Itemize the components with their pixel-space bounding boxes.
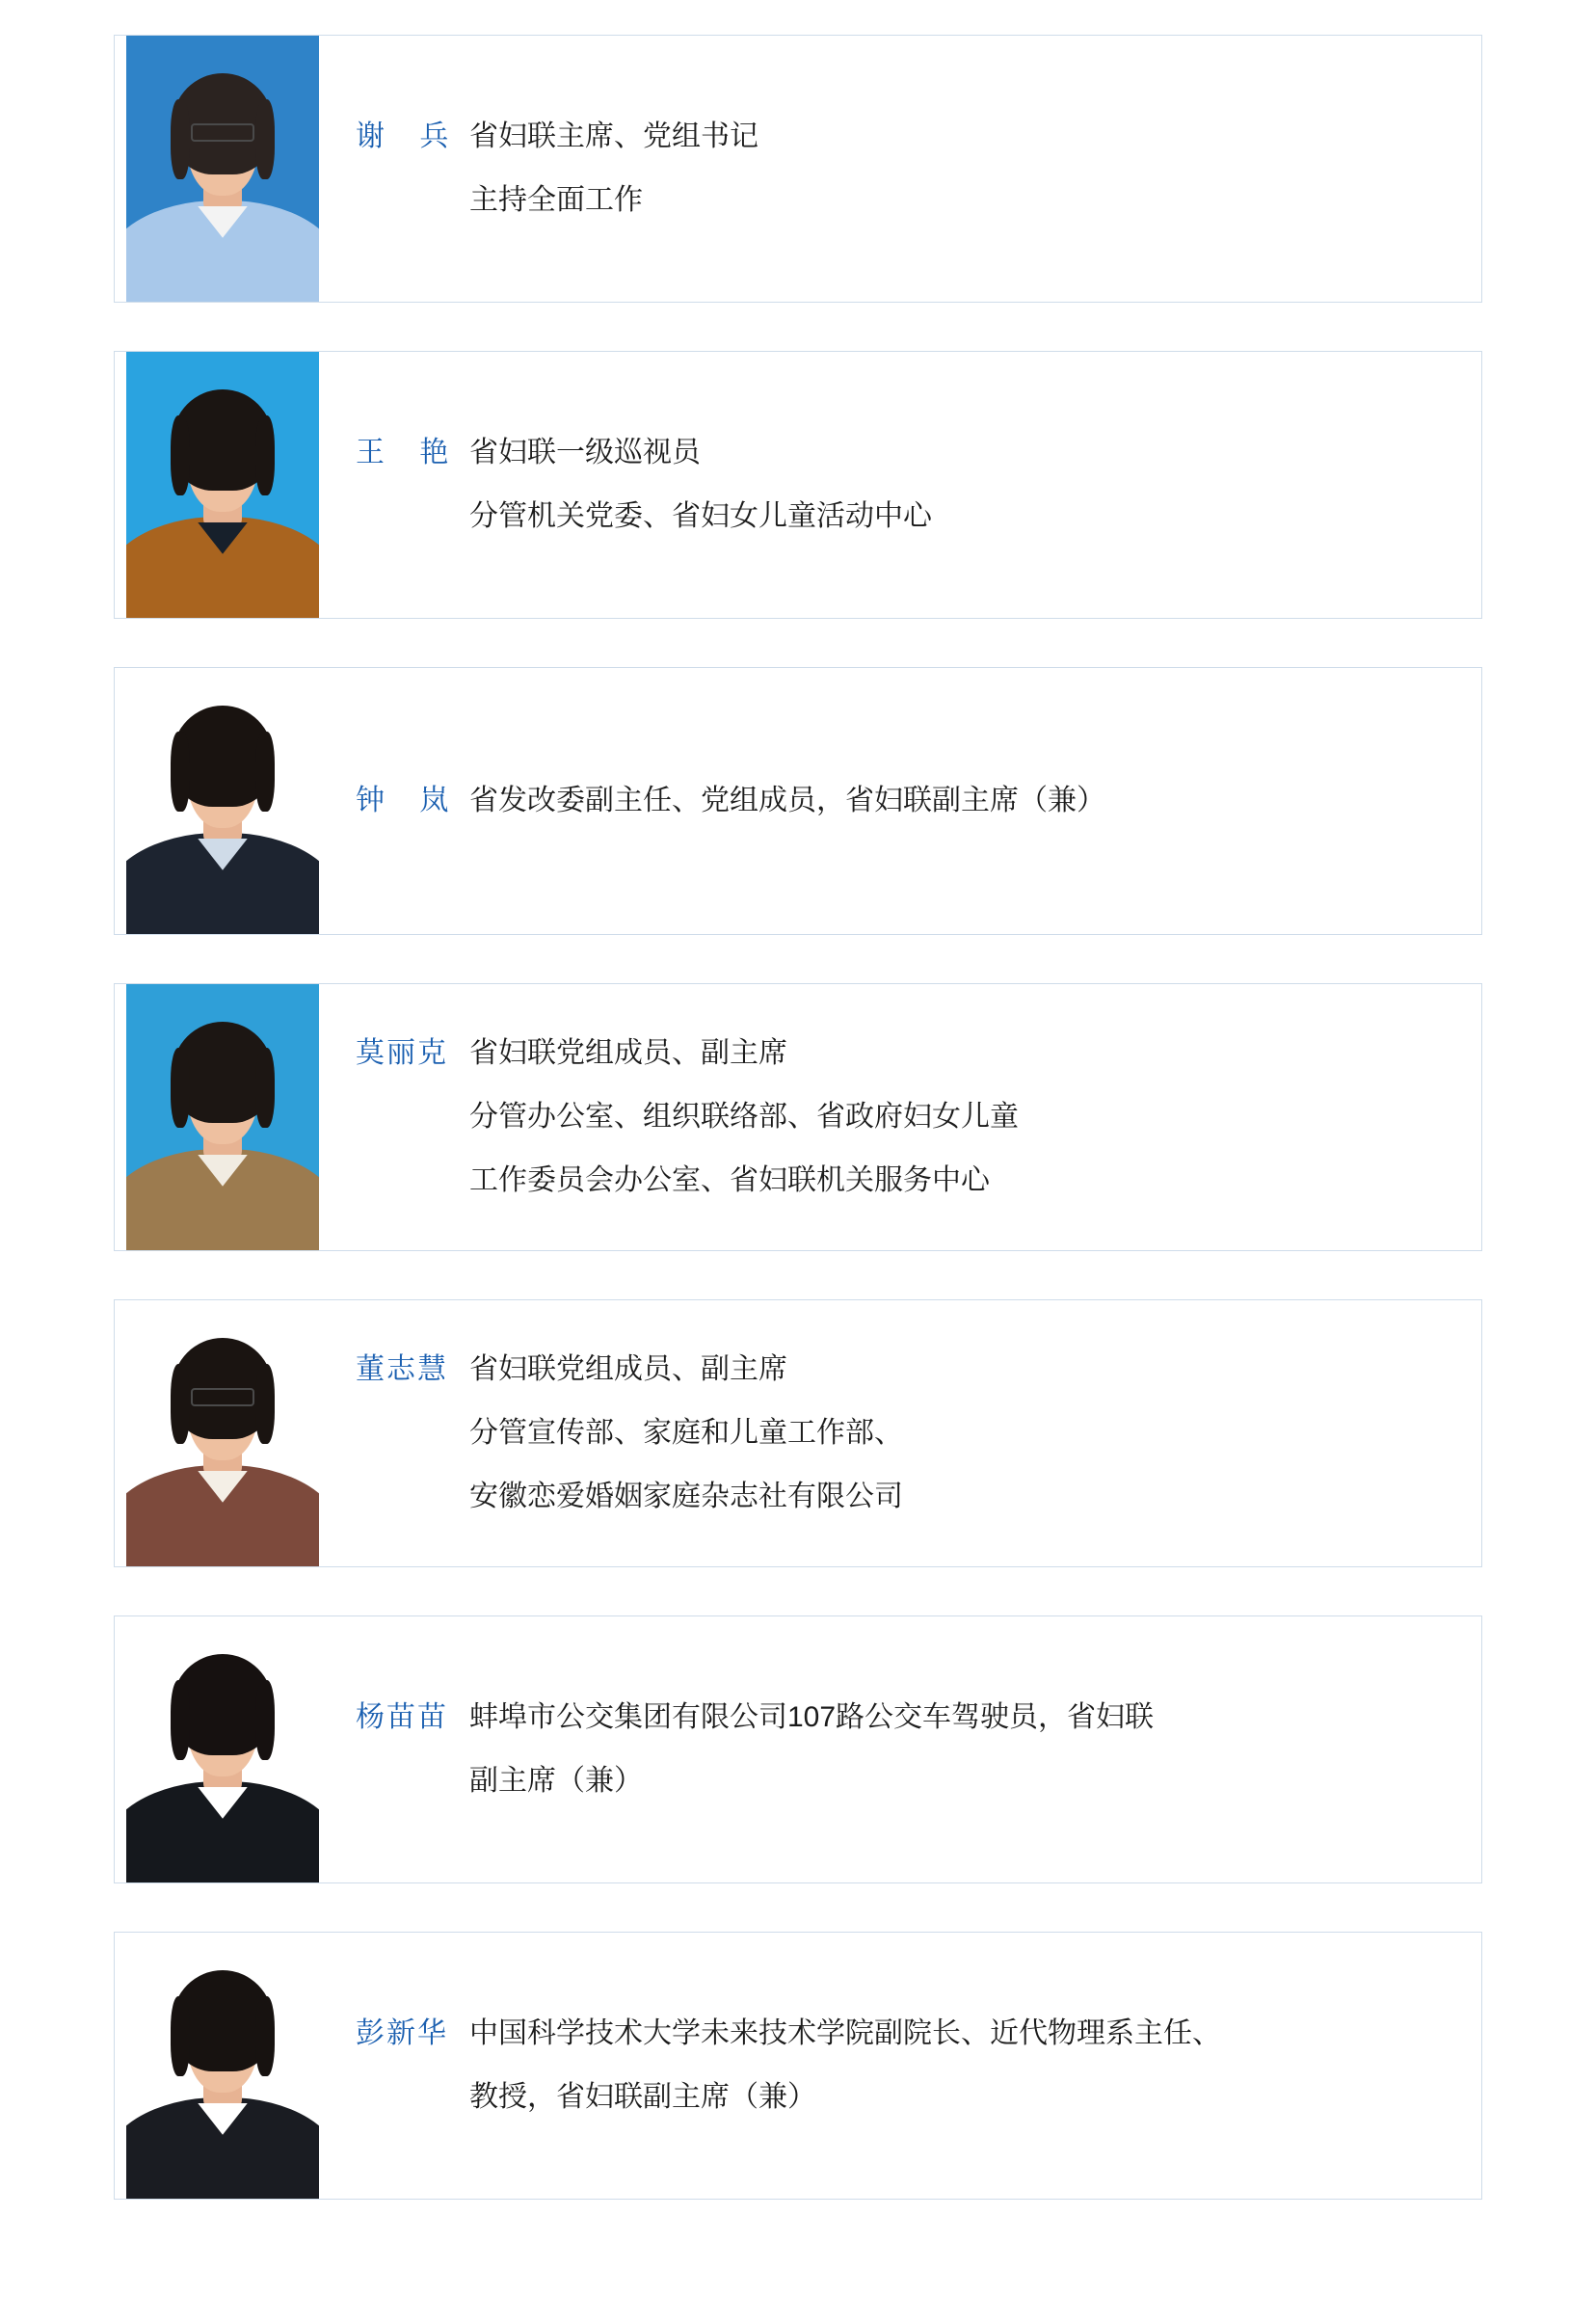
portrait-frame (126, 1933, 319, 2199)
person-title: 省妇联主席、党组书记 (469, 120, 758, 152)
person-title: 省发改委副主任、党组成员，省妇联副主席（兼） (469, 785, 1105, 816)
person-name: 钟 岚 (356, 785, 463, 816)
person-info (319, 2002, 1481, 2129)
portrait-frame (126, 668, 319, 934)
person-card (114, 35, 1482, 303)
person-duty: 教授，省妇联副主席（兼） (469, 2081, 816, 2113)
person-headline (356, 2002, 1449, 2066)
portrait-photo-2 (126, 352, 319, 618)
person-title: 省妇联党组成员、副主席 (469, 1353, 787, 1385)
portrait-photo-4 (126, 984, 319, 1250)
person-headline (356, 421, 1449, 485)
person-name: 彭新华 (356, 2017, 448, 2049)
person-info (319, 1022, 1481, 1213)
person-name: 杨苗苗 (356, 1701, 448, 1733)
portrait-frame (126, 352, 319, 618)
person-headline (356, 769, 1449, 833)
person-name: 莫丽克 (356, 1037, 448, 1069)
person-name: 王 艳 (356, 437, 463, 468)
person-duty: 分管宣传部、家庭和儿童工作部、 (469, 1417, 903, 1449)
person-card (114, 351, 1482, 619)
person-title: 省妇联党组成员、副主席 (469, 1037, 787, 1069)
person-info (319, 769, 1481, 833)
person-duty: 安徽恋爱婚姻家庭杂志社有限公司 (469, 1481, 903, 1512)
person-card (114, 1932, 1482, 2200)
person-title: 中国科学技术大学未来技术学院副院长、近代物理系主任、 (469, 2017, 1221, 2049)
portrait-photo-1 (126, 36, 319, 302)
person-title: 蚌埠市公交集团有限公司107路公交车驾驶员，省妇联 (469, 1701, 1155, 1733)
person-card (114, 1615, 1482, 1883)
person-duty: 工作委员会办公室、省妇联机关服务中心 (469, 1164, 990, 1196)
portrait-frame (126, 1300, 319, 1566)
person-info (319, 421, 1481, 548)
person-headline (356, 105, 1449, 169)
person-card (114, 1299, 1482, 1567)
person-info (319, 105, 1481, 232)
person-headline (356, 1686, 1449, 1749)
person-duty: 分管办公室、组织联络部、省政府妇女儿童 (469, 1101, 1019, 1133)
person-duty: 分管机关党委、省妇女儿童活动中心 (469, 500, 932, 532)
person-headline (356, 1338, 1449, 1402)
portrait-photo-7 (126, 1933, 319, 2199)
person-title: 省妇联一级巡视员 (469, 437, 701, 468)
person-info (319, 1338, 1481, 1529)
portrait-frame (126, 36, 319, 302)
person-headline (356, 1022, 1449, 1085)
person-name: 谢 兵 (356, 120, 463, 152)
portrait-photo-6 (126, 1616, 319, 1882)
person-card (114, 983, 1482, 1251)
portrait-frame (126, 1616, 319, 1882)
portrait-frame (126, 984, 319, 1250)
person-duty: 主持全面工作 (469, 184, 643, 216)
portrait-photo-3 (126, 668, 319, 934)
portrait-photo-5 (126, 1300, 319, 1566)
person-card (114, 667, 1482, 935)
person-name: 董志慧 (356, 1353, 448, 1385)
person-info (319, 1686, 1481, 1813)
person-duty: 副主席（兼） (469, 1765, 643, 1797)
